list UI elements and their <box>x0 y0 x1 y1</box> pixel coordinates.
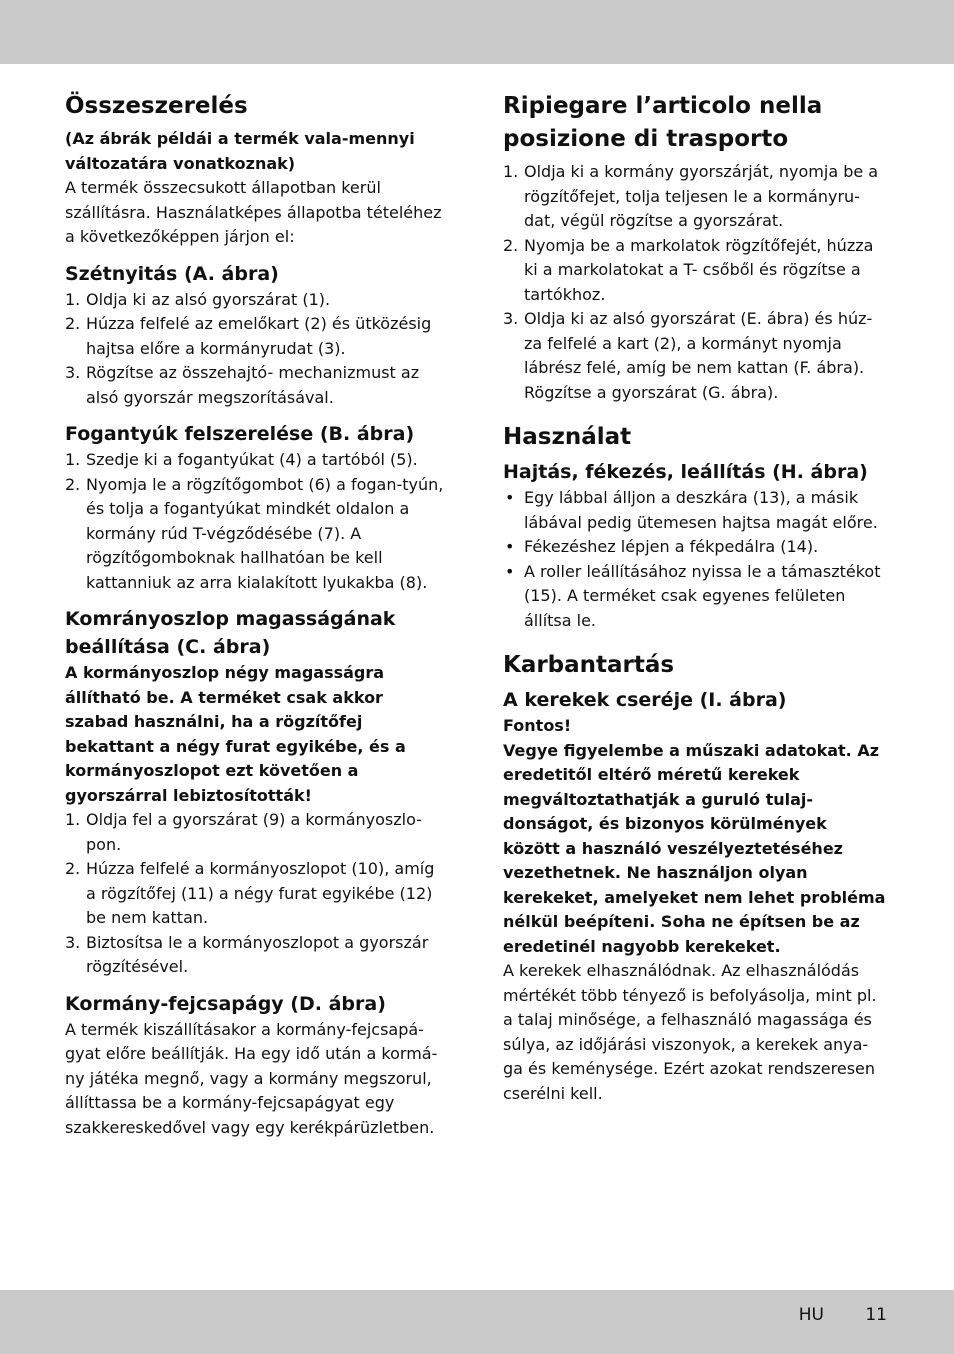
subheading-handles: Fogantyúk felszerelése (B. ábra) <box>65 423 415 445</box>
wheels-important: Fontos! <box>503 716 572 735</box>
list-item: 3. Rögzítse az összehajtó- mechanizmust az alsó gyorszár megszorításával. <box>65 363 420 407</box>
subheading-unfold: Szétnyitás (A. ábra) <box>65 262 279 285</box>
height-steps <box>65 808 449 980</box>
list-item: 3. Biztosítsa le a kormányoszlopot a gyorszár rögzítésével. <box>65 932 429 976</box>
unfold-steps <box>65 288 449 411</box>
list-item: 1. Oldja fel a gyorszárat (9) a kormányoszlo-pon. <box>65 810 422 854</box>
left-column <box>65 90 449 1140</box>
section-title-use: Használat <box>503 424 632 450</box>
header-bar <box>0 0 954 64</box>
list-item: • A roller leállításához nyissa le a támasztékot (15). A terméket csak egyenes felületen állítsa le. <box>505 561 881 630</box>
section-title-assembly: Összeszerelés <box>65 93 248 119</box>
assembly-text: A termék összecsukott állapotban kerül szállításra. Használatképes állapotba tételéhez a következőképpen járjon el: <box>65 178 442 246</box>
list-item: • Egy lábbal álljon a deszkára (13), a másik lábával pedig ütemesen hajtsa magát előre. <box>505 488 878 532</box>
subheading-bearing: Kormány-fejcsapágy (D. ábra) <box>65 992 386 1015</box>
page-number: 11 <box>865 1305 887 1325</box>
list-item: 2. Nyomja le a rögzítőgombot (6) a fogan-tyún, és tolja a fogantyúkat mindkét oldalon a kormány rúd T-végződésébe (7). A rögzítőgomboknak hallhatóan be kell kattanniuk az arra kialakított lyukakba (8). <box>65 474 444 592</box>
list-item: 2. Húzza felfelé az emelőkart (2) és ütközésig hajtsa előre a kormányrudat (3). <box>65 314 432 358</box>
section-title-maintenance: Karbantartás <box>503 652 675 678</box>
wheels-text: A kerekek elhasználódnak. Az elhasználódás mértékét több tényező is befolyásolja, mint pl. a talaj minősége, a felhasználó magassága és súlya, az időjárási viszonyok, a kerekek anya-ga és keménysége. Ezért azokat rendszeresen cserélni kell. <box>503 961 877 1103</box>
assembly-note: (Az ábrák példái a termék vala-mennyi változatára vonatkoznak) <box>65 129 415 173</box>
subheading-wheels: A kerekek cseréje (I. ábra) <box>503 689 787 711</box>
bearing-text: A termék kiszállításakor a kormány-fejcsapá-gyat előre beállítják. Ha egy idő után a kormá-ny játéka megnő, vagy a kormány megszorul, állíttassa be a kormány-fejcsapágyat egy szakkereskedővel vagy egy kerékpárüzletben. <box>65 1019 438 1137</box>
list-item: 1. Szedje ki a fogantyúkat (4) a tartóból (5). <box>65 450 418 469</box>
list-item: 1. Oldja ki az alsó gyorszárat (1). <box>65 289 331 309</box>
list-item: 2. Nyomja be a markolatok rögzítőfejét, húzza ki a markolatokat a T- csőből és rögzítse a tartókhoz. <box>503 235 874 304</box>
list-item: 1. Oldja ki a kormány gyorszárját, nyomja be a rögzítőfejet, tolja teljesen le a kormányru-dat, végül rögzítse a gyorszárat. <box>503 162 879 230</box>
right-column <box>503 90 887 1106</box>
section-title-transport: Ripiegare l’articolo nella posizione di trasporto <box>503 93 823 152</box>
transport-steps <box>503 160 887 405</box>
wheels-warning: Vegye figyelembe a műszaki adatokat. Az eredetitől eltérő méretű kerekek megváltoztathatják a guruló tulaj-donságot, és bizonyos körülmények között a használó veszélyeztetéséhez vezethetnek. Ne használjon olyan kerekeket, amelyeket nem lehet probléma nélkül beépíteni. Soha ne építsen be az eredetinél nagyobb kerekeket. <box>503 740 886 956</box>
list-item: • Fékezéshez lépjen a fékpedálra (14). <box>505 537 819 556</box>
subheading-height: Komrányoszlop magasságának beállítása (C. ábra) <box>65 608 396 658</box>
height-warning: A kormányoszlop négy magasságra állítható be. A terméket csak akkor szabad használni, ha a rögzítőfej bekattant a négy furat egyikébe, és a kormányoszlopot ezt követően a gyorszárral lebiztosították! <box>65 663 406 805</box>
list-item: 2. Húzza felfelé a kormányoszlopot (10), amíg a rögzítőfej (11) a négy furat egyikébe (12) be nem kattan. <box>65 859 435 927</box>
drive-items <box>503 486 887 633</box>
footer-language: HU <box>798 1305 824 1325</box>
handles-steps <box>65 448 449 595</box>
list-item: 3. Oldja ki az alsó gyorszárat (E. ábra) és húz-za felfelé a kart (2), a kormányt nyomja lábrész felé, amíg be nem kattan (F. ábra). Rögzítse a gyorszárat (G. ábra). <box>503 309 873 402</box>
subheading-drive: Hajtás, fékezés, leállítás (H. ábra) <box>503 461 868 483</box>
